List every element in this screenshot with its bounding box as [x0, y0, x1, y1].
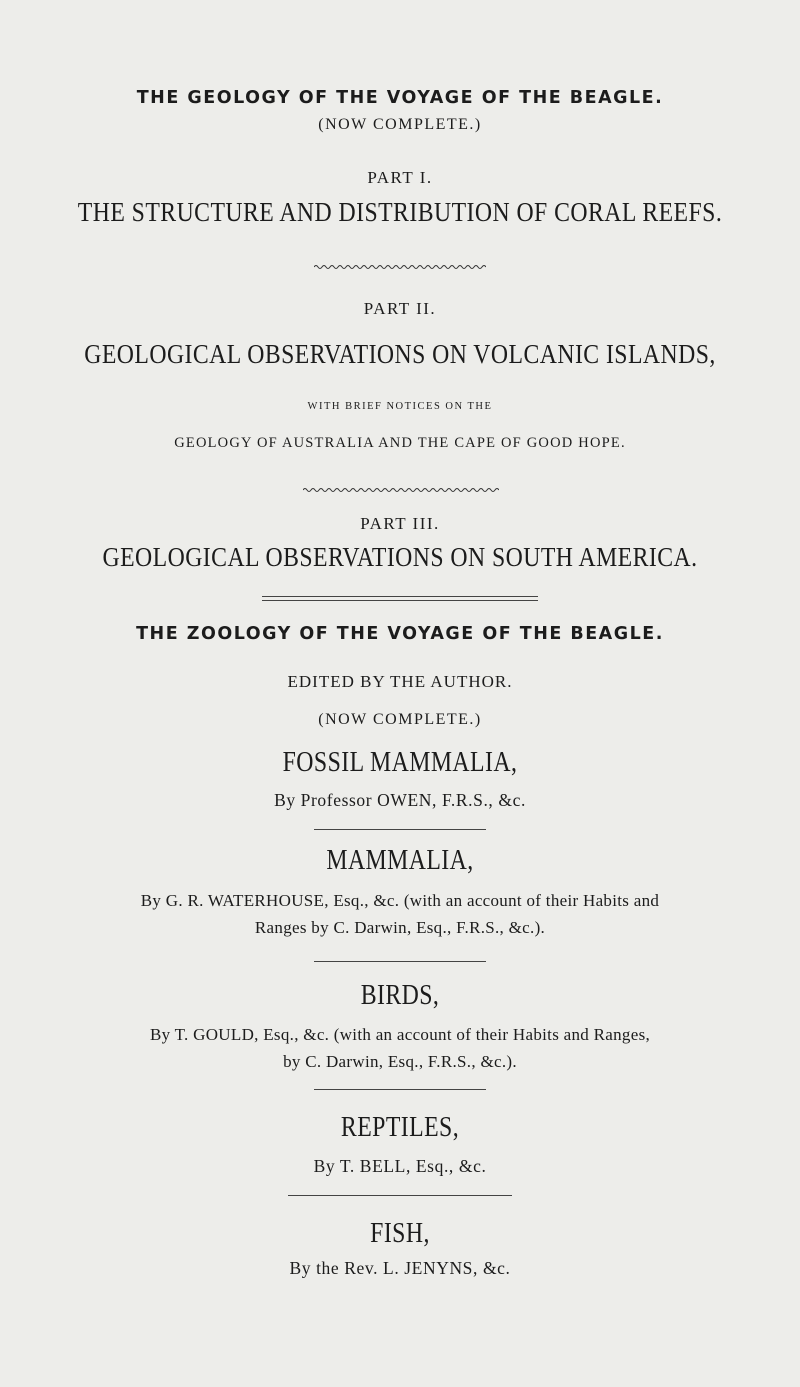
- section-title-fish: FISH,: [370, 1218, 430, 1249]
- zoology-edited: EDITED BY THE AUTHOR.: [287, 672, 513, 691]
- zoology-heading: THE ZOOLOGY OF THE VOYAGE OF THE BEAGLE.: [136, 624, 664, 644]
- section-title-birds: BIRDS,: [360, 980, 440, 1011]
- part-2-subtitle-small: WITH BRIEF NOTICES ON THE: [307, 401, 493, 412]
- part-1-label: PART I.: [367, 168, 433, 187]
- byline-reptiles: By T. BELL, Esq., &c.: [313, 1156, 487, 1176]
- byline-birds: By T. GOULD, Esq., &c. (with an account of their Habits and Ranges,: [149, 1025, 651, 1044]
- geology-heading: THE GEOLOGY OF THE VOYAGE OF THE BEAGLE.: [136, 88, 664, 108]
- rule-divider: [288, 1195, 512, 1196]
- part-2-subtitle: GEOLOGY OF AUSTRALIA AND THE CAPE OF GOOD HOPE.: [174, 435, 626, 451]
- byline-birds-continued: by C. Darwin, Esq., F.R.S., &c.).: [283, 1052, 517, 1071]
- byline-mammalia-continued: Ranges by C. Darwin, Esq., F.R.S., &c.).: [254, 918, 546, 937]
- section-title-reptiles: REPTILES,: [340, 1112, 460, 1143]
- rule-divider: [314, 961, 486, 962]
- part-3-label: PART III.: [360, 514, 440, 533]
- rule-divider: [314, 1089, 486, 1090]
- wavy-divider: [314, 263, 486, 271]
- byline-fossil-mammalia: By Professor OWEN, F.R.S., &c.: [274, 790, 526, 810]
- byline-fish: By the Rev. L. JENYNS, &c.: [289, 1258, 511, 1278]
- wavy-divider: [303, 486, 499, 494]
- geology-status: (NOW COMPLETE.): [318, 116, 482, 133]
- rule-divider: [314, 829, 486, 830]
- part-2-label: PART II.: [363, 299, 437, 318]
- byline-mammalia: By G. R. WATERHOUSE, Esq., &c. (with an account of their Habits and: [140, 891, 660, 910]
- double-rule-divider: [262, 596, 538, 601]
- part-1-title: THE STRUCTURE AND DISTRIBUTION OF CORAL REEFS.: [77, 197, 723, 227]
- section-title-mammalia: MAMMALIA,: [326, 845, 474, 876]
- section-title-fossil-mammalia: FOSSIL MAMMALIA,: [282, 747, 518, 778]
- part-3-title: GEOLOGICAL OBSERVATIONS ON SOUTH AMERICA.: [102, 542, 698, 572]
- zoology-status: (NOW COMPLETE.): [318, 711, 482, 728]
- part-2-title: GEOLOGICAL OBSERVATIONS ON VOLCANIC ISLANDS,: [84, 339, 716, 369]
